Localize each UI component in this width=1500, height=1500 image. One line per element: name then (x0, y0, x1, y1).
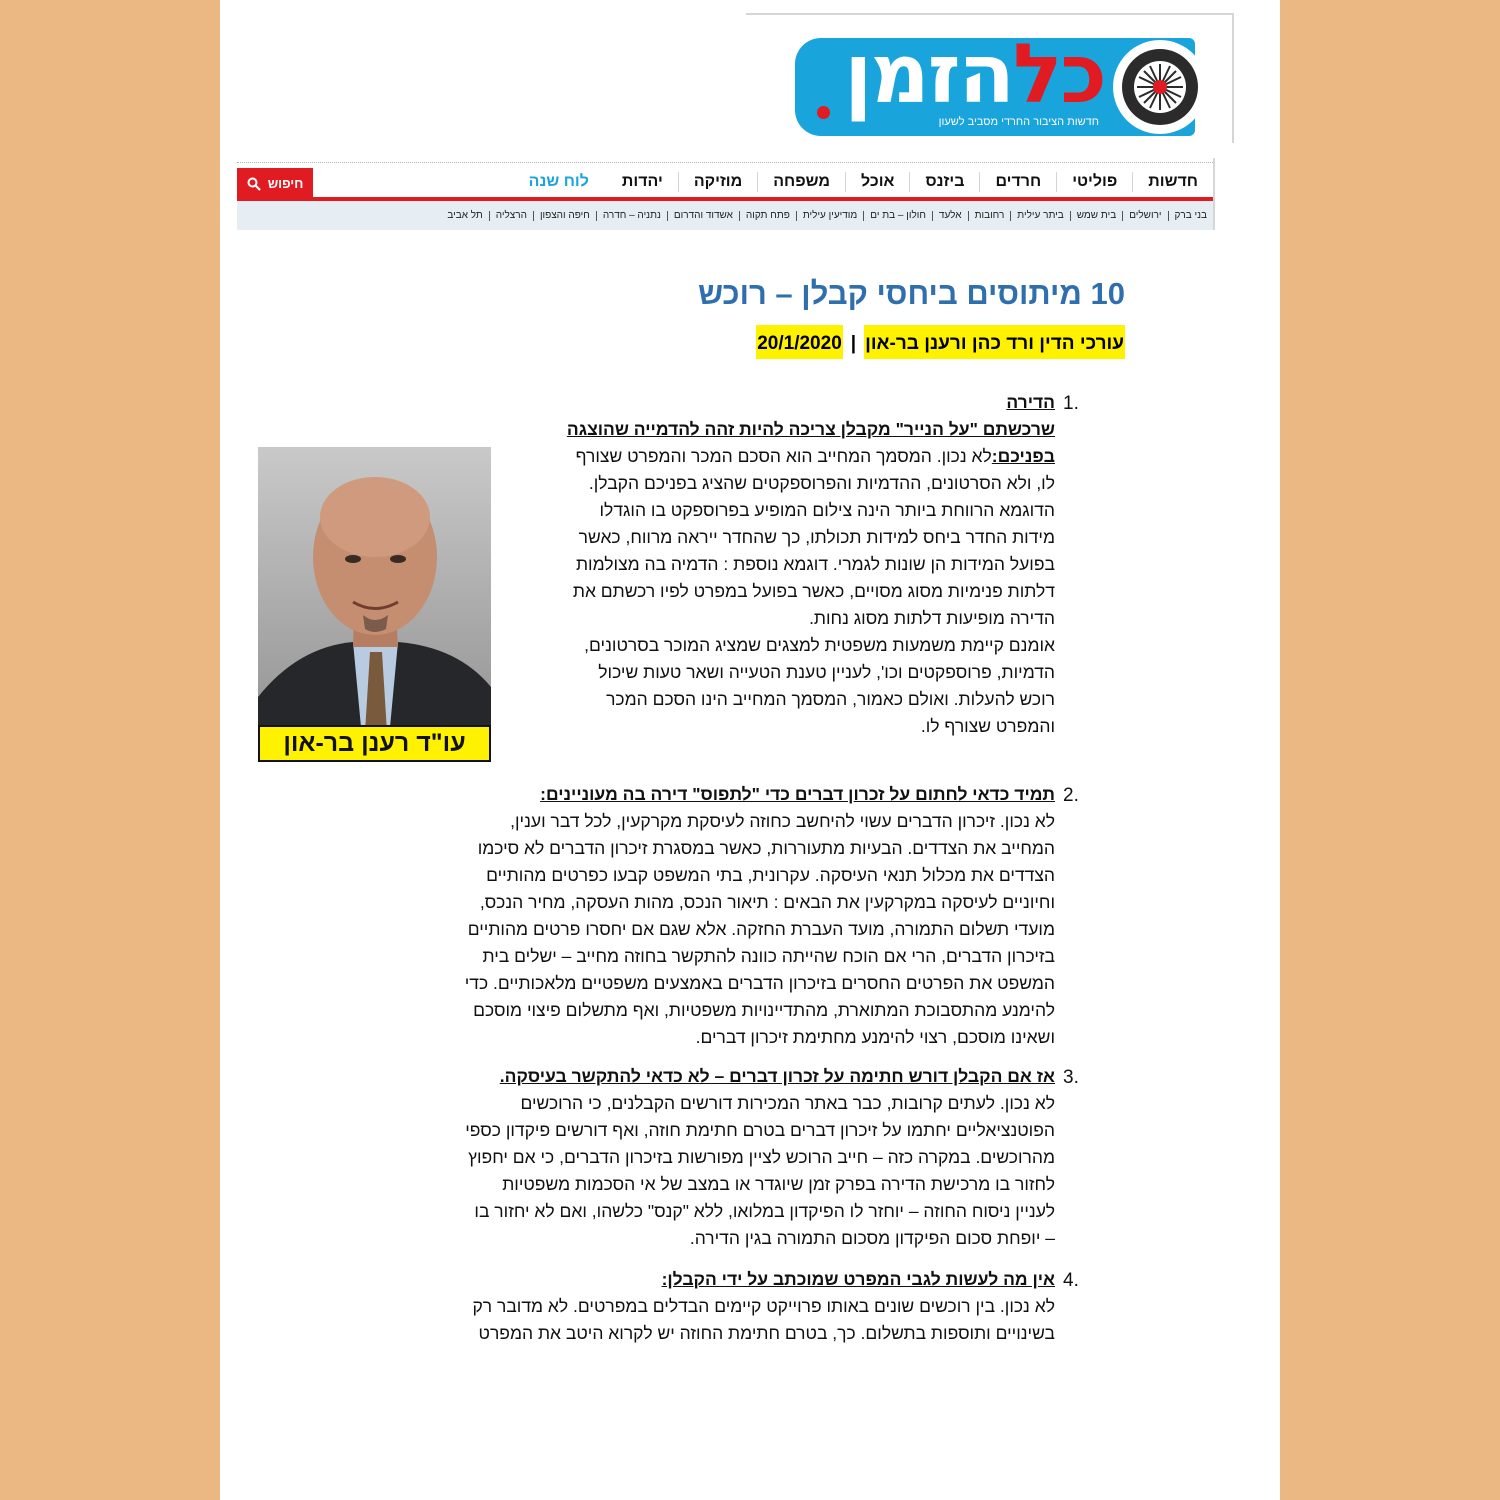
nav-item-music[interactable]: מוזיקה (678, 172, 757, 192)
city-link[interactable]: בית שמש (1070, 211, 1122, 221)
section-number: 4. (1063, 1270, 1079, 1291)
section-number: 1. (1063, 393, 1079, 414)
nav-item-haredim[interactable]: חרדים (979, 172, 1056, 192)
nav-item-judaism[interactable]: יהדות (621, 173, 663, 190)
search-button[interactable] (237, 168, 313, 200)
logo-wordmark: כלהזמן (844, 27, 1105, 122)
city-link[interactable]: ביתר עילית (1010, 211, 1069, 221)
section-4-body: לא נכון. בין רוכשים שונים באותו פרוייקט קיימים הבדלים במפרטים. לא מדובר רק בשינויים ותוספות בתשלום. כך, בטרם חתימת החוזה יש לקרוא היטב את המפרט (472, 1296, 1055, 1343)
city-link[interactable]: חיפה והצפון (533, 211, 596, 221)
logo-dot (817, 106, 830, 119)
city-link[interactable]: פתח תקוה (739, 211, 796, 221)
section-3-body: לא נכון. לעתים קרובות, כבר באתר המכירות דורשים הקבלנים, כי הרוכשים הפוטנציאליים יחתמו על זיכרון דברים בטרם חתימת חוזה, ואף דורשים פיקדון כספי מהרוכשים. במקרה כזה – חייב הרוכש לציין מפורשות בזיכרון הדברים, כי אם יחפוץ לחזור בו מרכישת הדירה בפרק זמן שיוגדר או במצב של אי הסכמות משפטיות לעניין ניסוח החוזה – יוחזר לו הפיקדון במלואו, ללא "קנס" כלשהו, ואם לא יחזור בו – יופחת סכום הפיקדון מסכום התמורה בגין הדירה. (465, 1093, 1055, 1248)
section-number: 3. (1063, 1067, 1079, 1088)
photo-caption: עו"ד רענן בר-און (258, 725, 491, 762)
city-link[interactable]: חולון – בת ים (863, 211, 932, 221)
nav-item-food[interactable]: אוכל (845, 172, 909, 192)
authors: עורכי הדין ורד כהן ורענן בר-און (864, 325, 1125, 359)
city-link[interactable]: אשדוד והדרום (667, 211, 739, 221)
nav-item-business[interactable]: ביזנס (909, 172, 979, 192)
article-byline (620, 333, 1125, 355)
search-label: חיפוש (267, 176, 304, 191)
byline-separator: | (850, 333, 857, 354)
search-icon (247, 177, 261, 191)
city-link[interactable]: בני ברק (1168, 211, 1213, 221)
nav-item-news[interactable]: חדשות (1132, 172, 1213, 192)
section-3-heading: אז אם הקבלן דורש חתימה על זכרון דברים – לא כדאי להתקשר בעיסקה. (499, 1066, 1055, 1086)
author-photo (258, 447, 491, 762)
cities-nav (237, 201, 1213, 230)
section-1-heading: הדירה (1006, 392, 1055, 412)
logo-tagline: חדשות הציבור החרדי מסביב לשעון (938, 116, 1099, 128)
section-1-first-line: בפניכם:לא נכון. המסמך המחייב הוא הסכם המכר והמפרט שצורף (575, 446, 1055, 466)
nav-item-calendar[interactable]: לוח שנה (528, 173, 589, 190)
city-link[interactable]: רחובות (968, 211, 1011, 221)
section-1-subheading: שרכשתם "על הנייר" מקבלן צריכה להיות זהה להדמייה שהוצגה (566, 419, 1055, 439)
nav-item-politics[interactable]: פוליטי (1056, 172, 1132, 192)
section-1-body: לו, ולא הסרטונים, ההדמיות והפרוספקטים שהציג בפניכם הקבלן. הדוגמא הרווחת ביותר הינה צילום המופיע בפרוספקט בו הוגדלו מידות החדר ביחס למידות תכולתו, כך שהחדר ייראה מרווח, כאשר בפועל המידות הן שונות לגמרי. דוגמא נוספת : הדמיה בה מצולמות דלתות פנימיות מסוג מסויים, כאשר בפועל במפרט לפיו רכשתם את הדירה מופיעות דלתות מסוג נחות. אומנם קיימת משמעות משפטית למצגים שמציג המוכר בסרטונים, הדמיות, פרוספקטים וכו', לעניין טענת הטעייה ושאר טעות שיכול רוכש להעלות. ואולם כאמור, המסמך המחייב הינו הסכם המכר והמפרט שצורף לו. (572, 473, 1055, 736)
city-link[interactable]: ירושלים (1122, 211, 1167, 221)
city-link[interactable]: מודיעין עילית (796, 211, 863, 221)
section-4-heading: אין מה לעשות לגבי המפרט שמוכתב על ידי הקבלן: (661, 1269, 1055, 1289)
article-date: 20/1/2020 (756, 325, 843, 359)
section-2-body: לא נכון. זיכרון הדברים עשוי להיחשב כחוזה לעיסקת מקרקעין, לכל דבר וענין, המחייב את הצדדים. הבעיות מתעוררות, כאשר במסגרת זיכרון הדברים לא סיכמו הצדדים את מכלול תנאי העיסקה. עקרונית, בתי המשפט קבעו כפרטים מהותיים וחיוניים לעיסקה במקרקעין את הבאים : תיאור הנכס, מהות העסקה, מחיר הנכס, מועדי תשלום התמורה, מועד העברת החזקה. אלא שגם אם יחסרו פרטים מהותיים בזיכרון הדברים, הרי אם הוכח שהייתה כוונה להתקשר בחוזה מחייב – ישלים בית המשפט את הפרטים החסרים בזיכרון הדברים באמצעים משפטיים מלאכותיים. כדי להימנע מהתסבוכת המתוארת, מהתדיינויות משפטיות, ואף מתשלום פיצוי מוסכם ושאינו מוסכם, רצוי להימנע מחתימת זיכרון דברים. (464, 811, 1055, 1047)
city-link[interactable]: הרצליה (489, 211, 533, 221)
section-number: 2. (1063, 785, 1079, 806)
site-logo[interactable] (795, 27, 1210, 136)
logo-frame-rule-vertical (1232, 13, 1234, 143)
city-link[interactable]: נתניה – חדרה (596, 211, 667, 221)
nav-item-family[interactable]: משפחה (757, 172, 845, 192)
main-nav (237, 168, 1213, 196)
section-2-heading: תמיד כדאי לחתום על זכרון דברים כדי "לתפוס" דירה בה מעוניינים: (540, 784, 1055, 804)
logo-wheel-icon (1113, 40, 1207, 134)
article-title: 10 מיתוסים ביחסי קבלן – רוכש (698, 276, 1125, 311)
newspaper-clipping (220, 0, 1280, 1500)
city-link[interactable]: אלעד (932, 211, 968, 221)
city-link[interactable]: תל אביב (447, 209, 483, 221)
nav-top-border (237, 162, 1213, 163)
logo-frame-rule (746, 13, 1234, 15)
nav-frame-rule (1213, 158, 1215, 230)
